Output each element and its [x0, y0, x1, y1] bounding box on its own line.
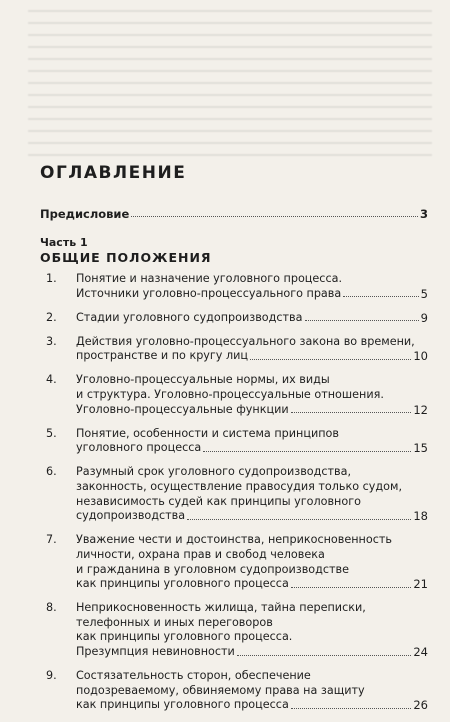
dot-leader: [305, 320, 419, 321]
entry-last-line: [76, 349, 428, 364]
entry-page: 9: [420, 310, 428, 325]
entry-title-line: и гражданина в уголовном судопроизводстве: [76, 562, 350, 576]
entry-number: 1.: [46, 272, 57, 285]
entry-title: [76, 465, 428, 523]
part-label: Часть 1: [40, 236, 88, 249]
entry-title-line: законность, осуществление правосудия только судом,: [76, 480, 402, 494]
entry-number: 7.: [46, 533, 57, 547]
entry-last-line: [76, 645, 428, 660]
entry-title-line: Понятие, особенности и система принципов: [76, 426, 339, 440]
entry-number: 2.: [46, 310, 57, 324]
entry-title: [76, 311, 428, 326]
toc-title: ОГЛАВЛЕНИЕ: [40, 163, 187, 183]
entry-title-line: Стадии уголовного судопроизводства: [76, 310, 303, 324]
dot-leader: [291, 412, 412, 413]
toc-entry: [40, 533, 428, 591]
dot-leader: [291, 708, 412, 709]
toc-entry: [40, 272, 428, 301]
toc-entry: [40, 669, 428, 713]
entry-title-line: судопроизводства: [76, 509, 186, 523]
entry-title: [76, 533, 428, 591]
entry-page: 10: [413, 349, 428, 364]
toc-preface-row: [40, 207, 428, 221]
entry-title-line: как принципы уголовного процесса: [76, 577, 289, 591]
entry-title-line: и структура. Уголовно-процессуальные отношения.: [76, 388, 384, 402]
entry-page: 5: [420, 286, 428, 301]
entry-title: [76, 669, 428, 713]
toc-entry: [40, 335, 428, 364]
entry-title-line: подозреваемому, обвиняемому права на защиту: [76, 683, 365, 697]
bleed-through-text: [28, 0, 432, 160]
dot-leader: [250, 359, 411, 360]
entry-title: [76, 427, 428, 456]
toc-entry: [40, 465, 428, 523]
entry-page: 26: [413, 698, 428, 713]
entry-last-line: [76, 311, 428, 326]
entry-title-line: личности, охрана прав и свобод человека: [76, 547, 325, 561]
entry-title-line: Состязательность сторон, обеспечение: [76, 669, 311, 683]
dot-leader: [131, 216, 418, 217]
entry-title-line: Действия уголовно-процессуального закона во времени,: [76, 334, 415, 348]
entry-last-line: [76, 287, 428, 302]
entry-last-line: [76, 698, 428, 713]
entry-title: [76, 335, 428, 364]
entry-title-line: Уголовно-процессуальные функции: [76, 402, 289, 416]
dot-leader: [203, 451, 411, 452]
entry-title-line: пространстве и по кругу лиц: [76, 349, 249, 363]
entry-number: 9.: [46, 669, 57, 683]
entry-number: 8.: [46, 601, 57, 615]
dot-leader: [237, 655, 412, 656]
entry-last-line: [76, 403, 428, 418]
entry-page: 24: [413, 644, 428, 659]
entry-title-line: Уголовно-процессуальные нормы, их виды: [76, 373, 330, 387]
entry-title-line: Презумпция невиновности: [76, 644, 235, 658]
entry-title-line: как принципы уголовного процесса.: [76, 630, 293, 644]
dot-leader: [291, 587, 412, 588]
entry-last-line: [76, 441, 428, 456]
entry-number: 3.: [46, 334, 57, 348]
entry-title-line: как принципы уголовного процесса: [76, 698, 289, 712]
dot-leader: [187, 519, 411, 520]
table-of-contents: [40, 163, 428, 722]
entry-title: [76, 601, 428, 659]
entry-title-line: уголовного процесса: [76, 441, 202, 455]
toc-entry: [40, 373, 428, 417]
entry-title-line: Источники уголовно-процессуального права: [76, 286, 342, 300]
preface-label: Предисловие: [40, 207, 130, 221]
toc-entries: [40, 272, 428, 713]
entry-title: [76, 373, 428, 417]
entry-last-line: [76, 577, 428, 592]
entry-last-line: [76, 509, 428, 524]
preface-page: 3: [419, 207, 428, 221]
entry-title-line: независимость судей как принципы уголовного: [76, 494, 361, 508]
entry-title-line: Неприкосновенность жилища, тайна переписки,: [76, 601, 366, 615]
entry-number: 4.: [46, 373, 57, 387]
entry-number: 5.: [46, 426, 57, 440]
toc-entry: [40, 311, 428, 326]
toc-entry: [40, 427, 428, 456]
entry-title: [76, 272, 428, 301]
entry-title-line: Уважение чести и достоинства, неприкосновенность: [76, 533, 392, 547]
part-title: ОБЩИЕ ПОЛОЖЕНИЯ: [40, 250, 212, 265]
entry-page: 12: [413, 402, 428, 417]
entry-number: 6.: [46, 465, 57, 479]
toc-entry: [40, 601, 428, 659]
entry-page: 18: [413, 509, 428, 524]
entry-title-line: Понятие и назначение уголовного процесса.: [76, 272, 343, 285]
entry-page: 15: [413, 441, 428, 456]
entry-title-line: телефонных и иных переговоров: [76, 615, 273, 629]
entry-title-line: Разумный срок уголовного судопроизводства,: [76, 465, 352, 479]
dot-leader: [343, 296, 418, 297]
entry-page: 21: [413, 577, 428, 592]
